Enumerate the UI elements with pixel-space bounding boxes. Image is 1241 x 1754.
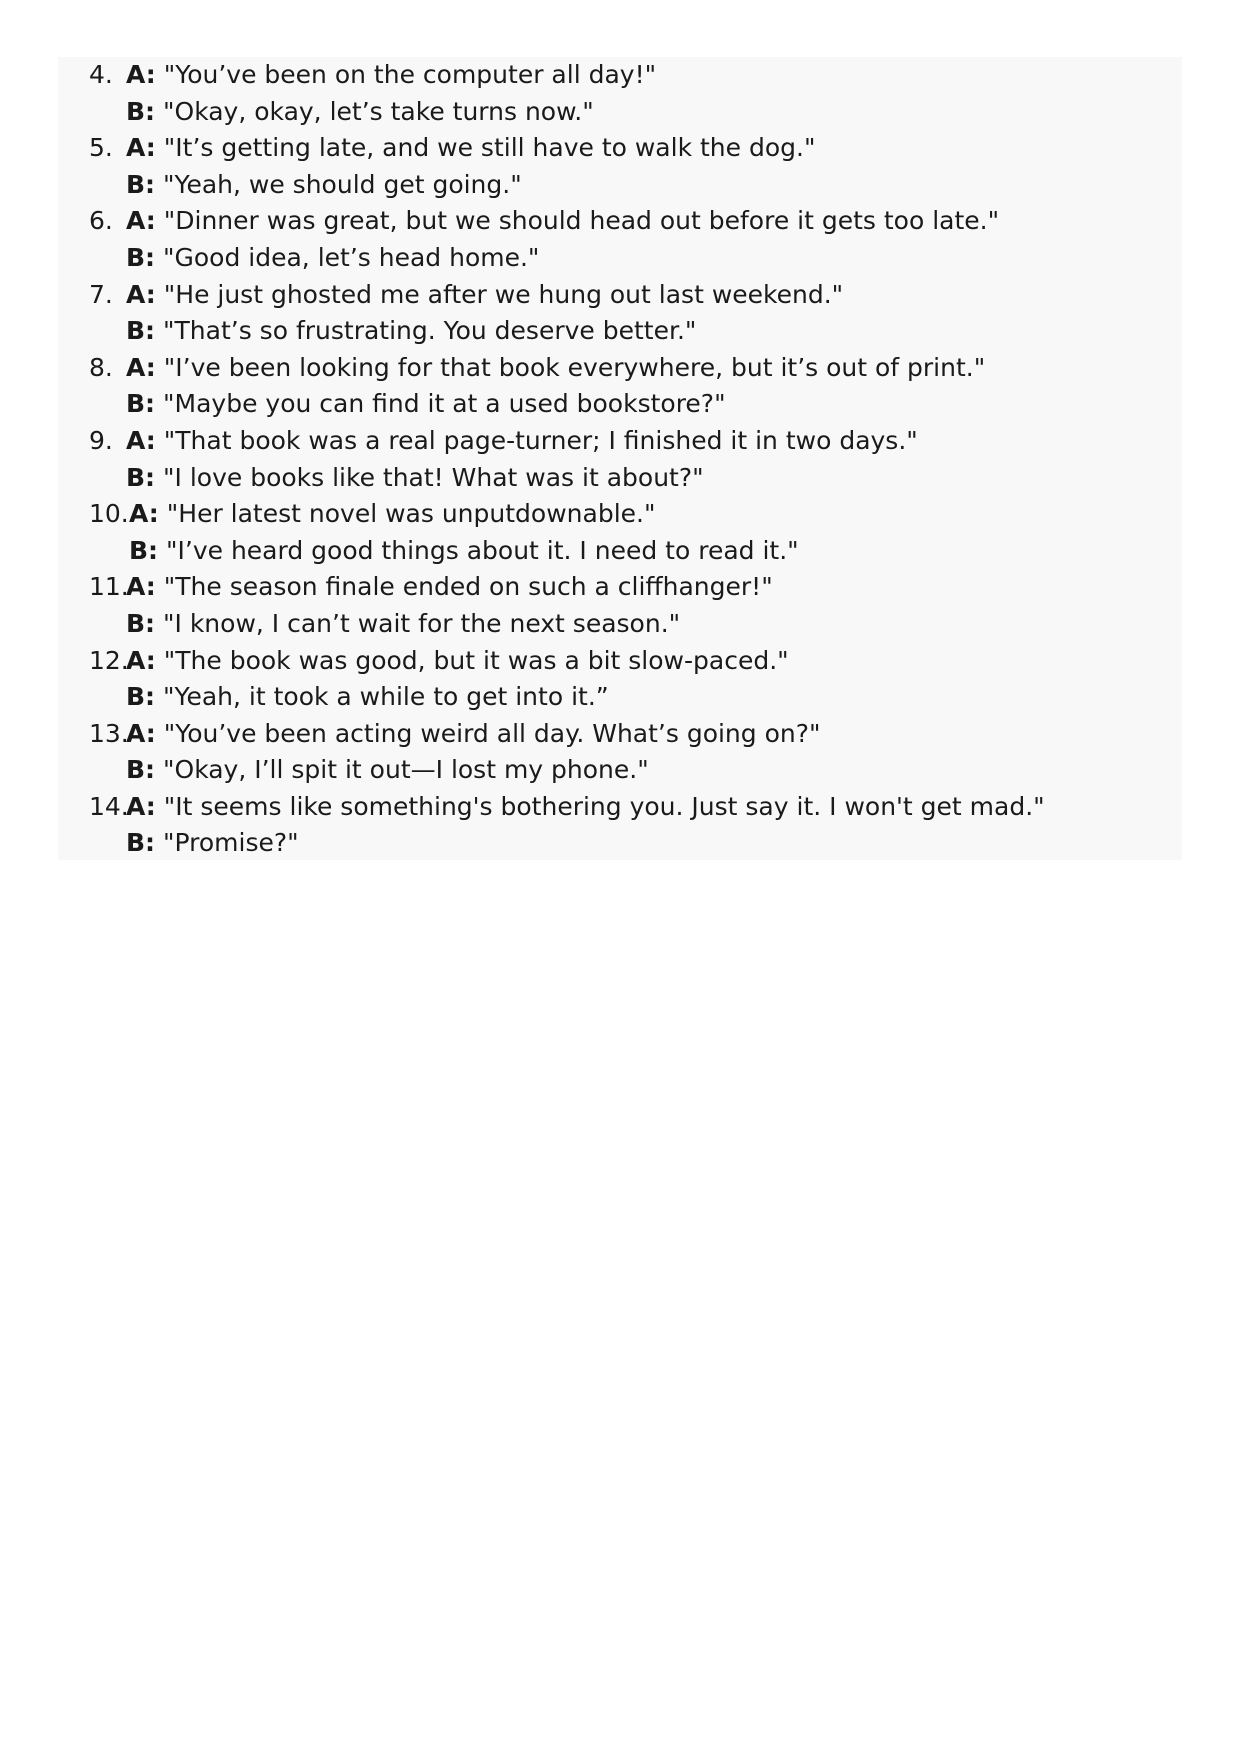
speaker-a-label: A: [126,645,156,675]
line-b-quote: "Maybe you can find it at a used bookstore?" [163,389,726,419]
line-b-quote: "I’ve heard good things about it. I need to read it." [166,535,799,565]
line-b-quote: "I love books like that! What was it about?" [163,462,704,492]
speaker-a-label: A: [126,206,156,236]
line-a-text [126,350,985,387]
line-b-text [126,606,680,643]
speaker-a-label: A: [126,791,156,821]
line-b-text [126,313,696,350]
speaker-b-label: B: [126,828,156,858]
line-a-text [126,789,1045,826]
line-b-quote: "Good idea, let’s head home." [163,242,540,272]
speaker-b-label: B: [126,96,156,126]
speaker-a-label: A: [126,352,156,382]
line-a-quote: "He just ghosted me after we hung out last weekend." [163,279,844,309]
item-number: 4. [89,60,113,89]
line-a-quote: "I’ve been looking for that book everywhere, but it’s out of print." [163,352,986,382]
line-b-text [126,679,609,716]
line-a-text [126,203,999,240]
item-number: 10. [89,499,129,529]
speaker-a-label: A: [126,279,156,309]
line-b-quote: "Yeah, we should get going." [163,169,522,199]
line-a-text [126,130,815,167]
line-b-text [126,167,522,204]
line-a-text [129,496,655,533]
line-b-quote: "Okay, I’ll spit it out—I lost my phone." [163,755,649,785]
speaker-a-label: A: [126,425,156,455]
line-a-quote: "It seems like something's bothering you. Just say it. I won't get mad." [163,791,1045,821]
line-b-text [126,386,726,423]
speaker-a-label: A: [126,60,156,89]
line-a-quote: "Her latest novel was unputdownable." [166,499,656,529]
line-a-text [126,277,843,314]
speaker-b-label: B: [126,462,156,492]
line-b-quote: "Yeah, it took a while to get into it.” [163,682,609,712]
item-number: 11. [89,572,129,602]
dialogue-panel [58,57,1182,860]
line-b-text [129,533,799,570]
item-number: 8. [89,352,113,382]
speaker-b-label: B: [126,682,156,712]
line-a-text [126,643,789,680]
line-b-quote: "Okay, okay, let’s take turns now." [163,96,594,126]
speaker-a-label: A: [126,718,156,748]
speaker-a-label: A: [129,499,159,529]
line-a-quote: "You’ve been acting weird all day. What’s going on?" [163,718,821,748]
line-a-quote: "It’s getting late, and we still have to walk the dog." [163,133,816,163]
speaker-b-label: B: [126,389,156,419]
line-a-quote: "The season finale ended on such a cliffhanger!" [163,572,773,602]
line-b-quote: "That’s so frustrating. You deserve better." [163,316,697,346]
speaker-b-label: B: [126,242,156,272]
speaker-b-label: B: [126,169,156,199]
line-a-quote: "Dinner was great, but we should head out before it gets too late." [163,206,1000,236]
line-a-quote: "The book was good, but it was a bit slow-paced." [163,645,789,675]
line-a-quote: "That book was a real page-turner; I finished it in two days." [163,425,918,455]
line-a-quote: "You’ve been on the computer all day!" [163,60,657,89]
speaker-b-label: B: [126,316,156,346]
line-a-text [126,716,821,753]
line-b-quote: "Promise?" [163,828,299,858]
speaker-b-label: B: [129,535,159,565]
item-number: 9. [89,425,113,455]
line-b-text [126,460,704,497]
item-number: 13. [89,718,129,748]
line-a-text [126,423,918,460]
item-number: 5. [89,133,113,163]
item-number: 6. [89,206,113,236]
speaker-a-label: A: [126,572,156,602]
item-number: 12. [89,645,129,675]
speaker-b-label: B: [126,755,156,785]
line-b-text [126,825,299,862]
speaker-a-label: A: [126,133,156,163]
line-b-quote: "I know, I can’t wait for the next season." [163,608,681,638]
line-b-text [126,240,539,277]
line-a-text [126,57,656,94]
item-number: 14. [89,791,129,821]
line-b-text [126,94,594,131]
line-b-text [126,752,649,789]
speaker-b-label: B: [126,608,156,638]
line-a-text [126,569,773,606]
item-number: 7. [89,279,113,309]
